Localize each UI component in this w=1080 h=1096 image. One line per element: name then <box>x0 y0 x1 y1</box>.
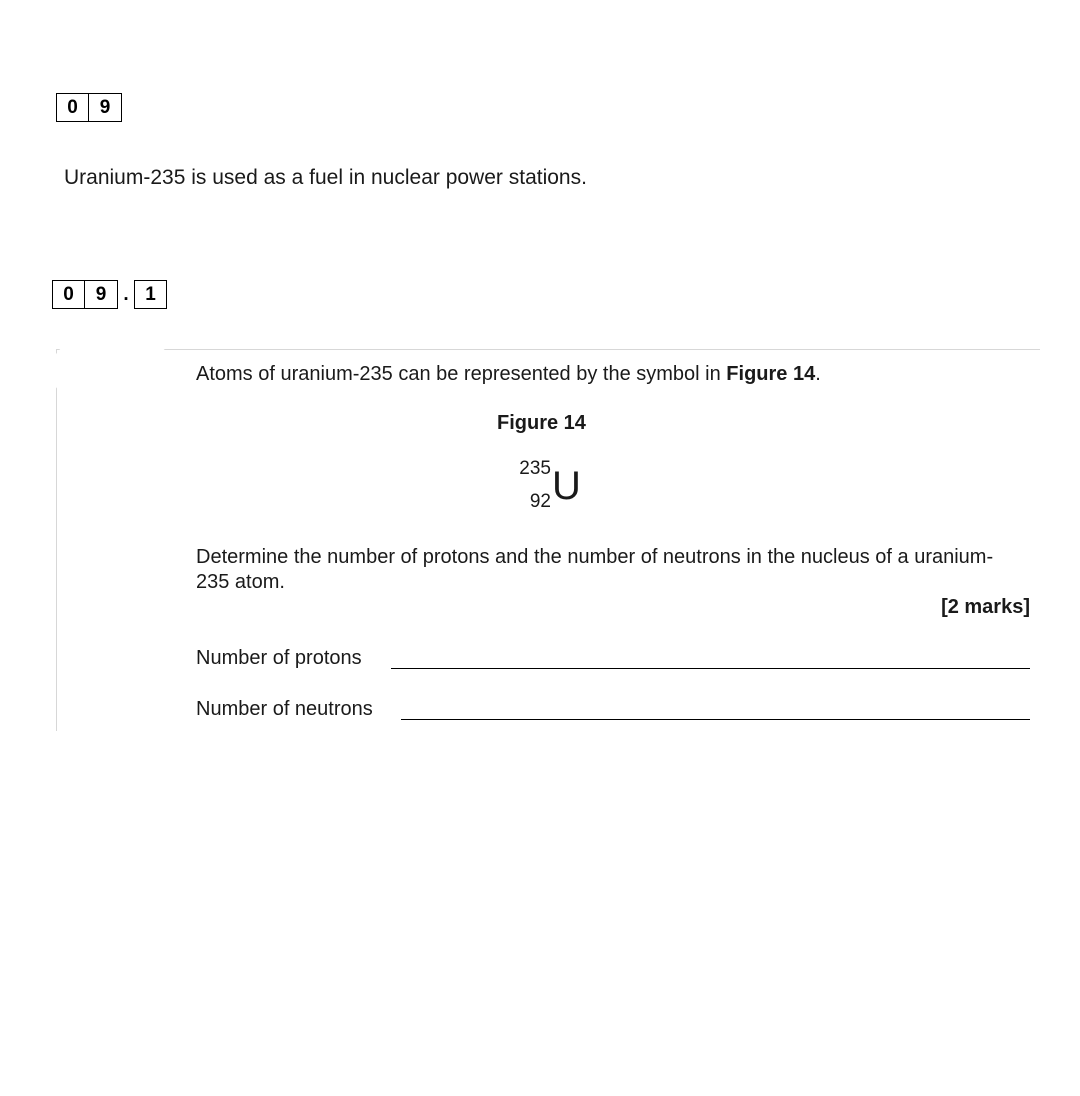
protons-label: Number of protons <box>196 647 362 669</box>
part-digit-1: 0 <box>52 280 85 309</box>
part-number-box <box>52 280 167 309</box>
part-sub-digit: 1 <box>134 280 167 309</box>
question-number-box <box>56 93 122 122</box>
marks-label: [2 marks] <box>941 596 1030 618</box>
part-digit-2: 9 <box>85 280 118 309</box>
neutrons-answer-line[interactable] <box>401 719 1030 720</box>
question-panel <box>56 349 1040 731</box>
protons-answer-line[interactable] <box>391 668 1030 669</box>
element-symbol: U <box>552 464 581 508</box>
part-separator: . <box>123 284 129 305</box>
question-digit-1: 0 <box>56 93 89 122</box>
stem-end: . <box>815 363 821 385</box>
figure-title: Figure 14 <box>497 412 586 434</box>
part-stem <box>196 363 821 386</box>
mass-number: 235 <box>519 458 551 479</box>
question-intro: Uranium-235 is used as a fuel in nuclear power stations. <box>64 166 587 189</box>
panel-notch <box>52 342 172 394</box>
atomic-number: 92 <box>529 491 551 512</box>
neutrons-label: Number of neutrons <box>196 698 373 720</box>
stem-text: Atoms of uranium-235 can be represented by the symbol in <box>196 363 727 385</box>
nuclide-symbol <box>505 458 595 520</box>
question-digit-2: 9 <box>89 93 122 122</box>
stem-figure-ref: Figure 14 <box>726 363 816 385</box>
task-text: Determine the number of protons and the number of neutrons in the nucleus of a uranium-235 atom. <box>196 546 994 593</box>
